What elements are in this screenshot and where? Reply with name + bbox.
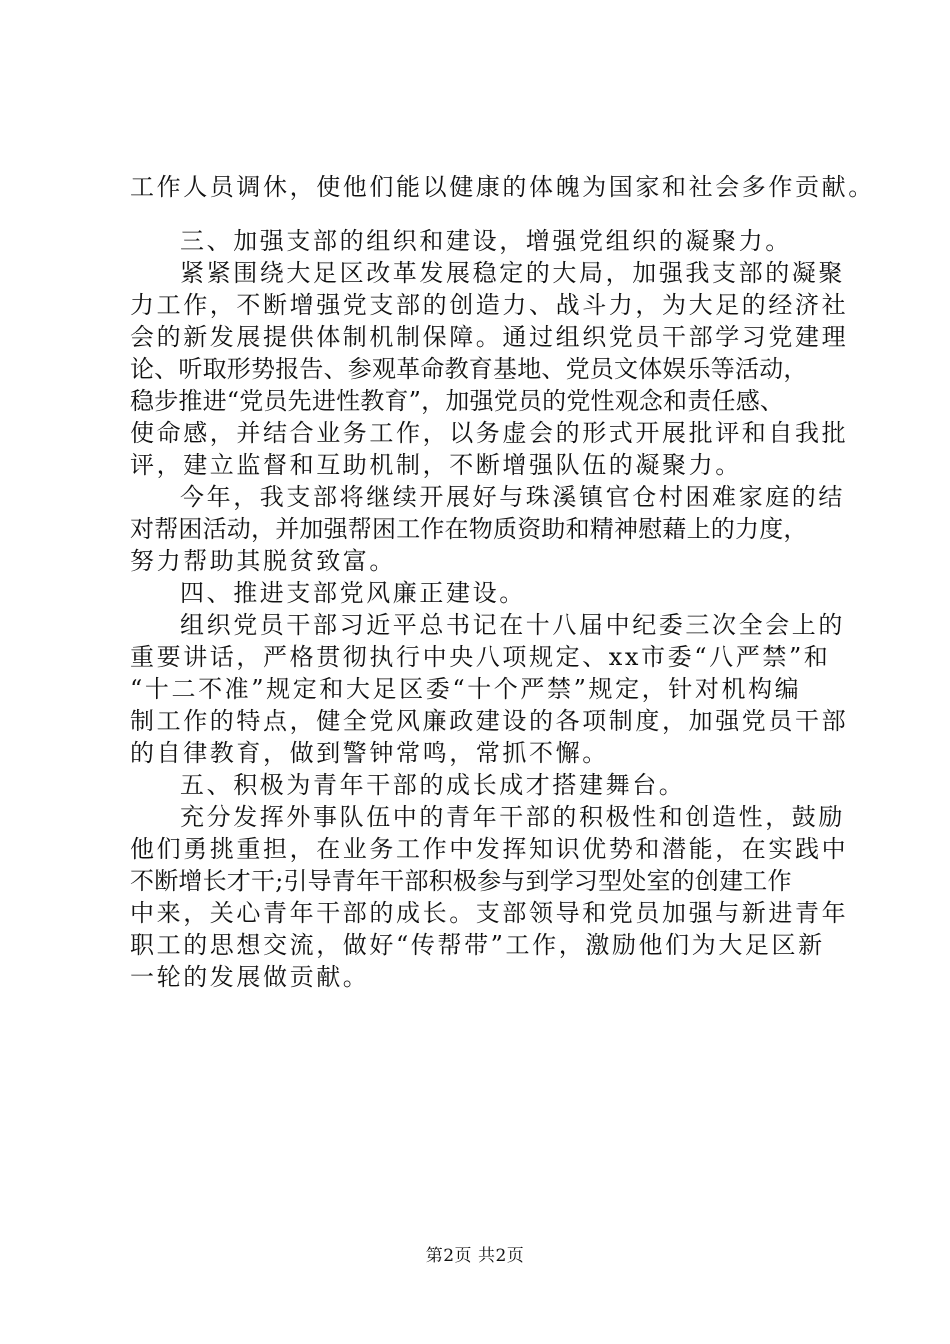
paragraph-gap (130, 203, 838, 225)
section-heading: 三、加强支部的组织和建设，增强党组织的凝聚力。 (180, 227, 792, 255)
text-line: 组织党员干部习近平总书记在十八届中纪委三次全会上的 (180, 611, 845, 639)
text-line: 充分发挥外事队伍中的青年干部的积极性和创造性，鼓励 (180, 803, 845, 831)
page-number: 第2页 共2页 (425, 1246, 525, 1266)
text-line: 的自律教育，做到警钟常鸣，常抓不懈。 (130, 739, 609, 767)
text-line: 使命感，并结合业务工作，以务虚会的形式开展批评和自我批 (130, 419, 849, 447)
text-line: 不断增长才干;引导青年干部积极参与到学习型处室的创建工作 (130, 867, 792, 895)
text-line: 力工作，不断增强党支部的创造力、战斗力，为大足的经济社 (130, 291, 849, 319)
text-line: 稳步推进“党员先进性教育”，加强党员的党性观念和责任感、 (130, 387, 785, 415)
section-heading: 五、积极为青年干部的成长成才搭建舞台。 (180, 771, 686, 799)
text-line: 论、听取形势报告、参观革命教育基地、党员文体娱乐等活动， (130, 355, 808, 383)
text-line: 会的新发展提供体制机制保障。通过组织党员干部学习党建理 (130, 323, 849, 351)
text-line: 重要讲话，严格贯彻执行中央八项规定、xx市委“八严禁”和 (130, 643, 831, 671)
text-line: 紧紧围绕大足区改革发展稳定的大局，加强我支部的凝聚 (180, 259, 845, 287)
document-body (130, 171, 875, 993)
text-line: 评，建立监督和互助机制，不断增强队伍的凝聚力。 (130, 451, 742, 479)
text-line: 工作人员调休，使他们能以健康的体魄为国家和社会多作贡献。 (130, 173, 875, 201)
text-line: 努力帮助其脱贫致富。 (130, 547, 396, 575)
text-line: 一轮的发展做贡献。 (130, 963, 370, 991)
text-line: 中来，关心青年干部的成长。支部领导和党员加强与新进青年 (130, 899, 849, 927)
text-line: 他们勇挑重担，在业务工作中发挥知识优势和潜能，在实践中 (130, 835, 849, 863)
text-line: “十二不准”规定和大足区委“十个严禁”规定，针对机构编 (130, 675, 802, 703)
text-line: 对帮困活动，并加强帮困工作在物质资助和精神慰藉上的力度， (130, 515, 808, 543)
text-line: 今年，我支部将继续开展好与珠溪镇官仓村困难家庭的结 (180, 483, 845, 511)
text-line: 职工的思想交流，做好“传帮带”工作，激励他们为大足区新 (130, 931, 825, 959)
text-line: 制工作的特点，健全党风廉政建设的各项制度，加强党员干部 (130, 707, 849, 735)
section-heading: 四、推进支部党风廉正建设。 (180, 579, 526, 607)
